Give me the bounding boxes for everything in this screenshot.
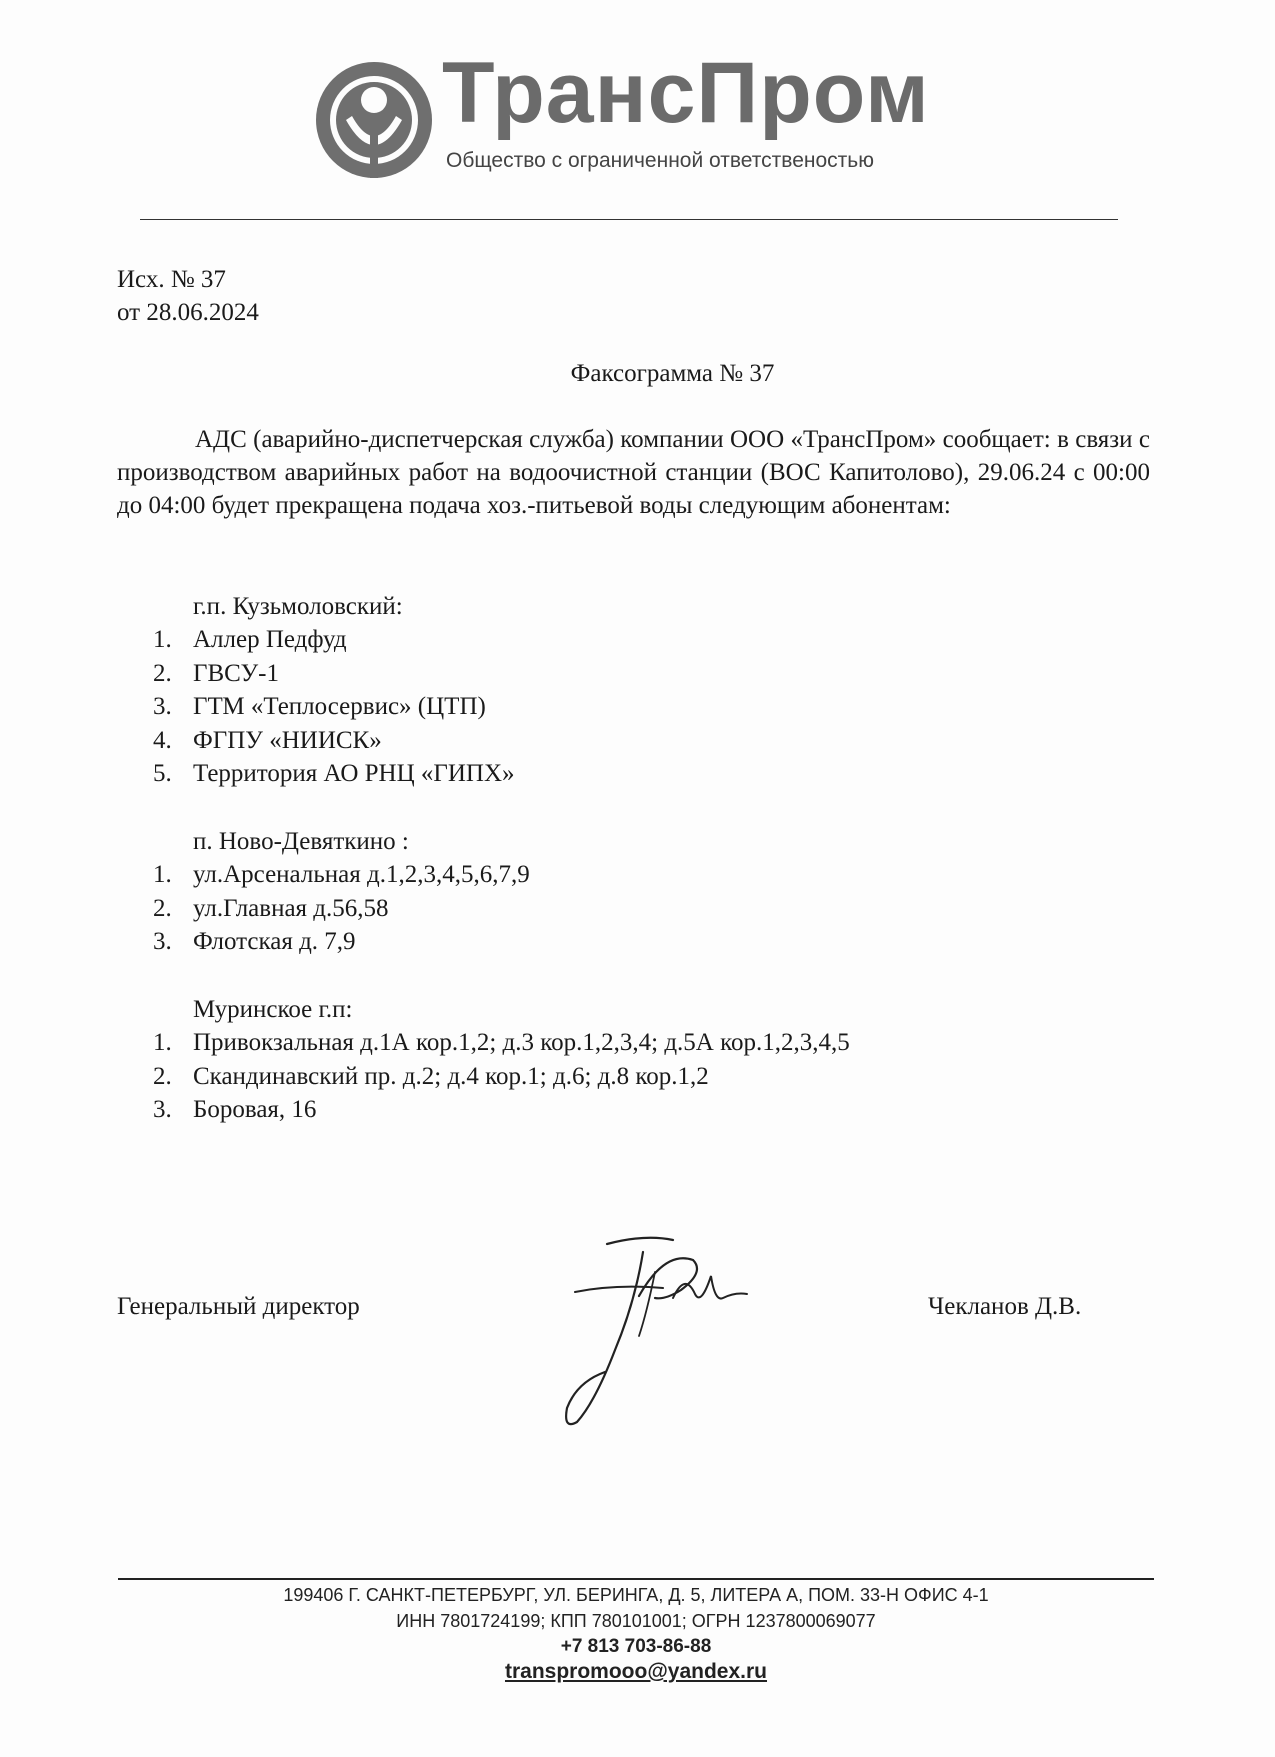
company-brand-name: ТрансПром	[442, 45, 930, 141]
footer-company-ids: ИНН 7801724199; КПП 780101001; ОГРН 1237800069077	[396, 1611, 876, 1631]
list-item: 1. Аллер Педфуд	[153, 626, 347, 653]
signatory-role: Генеральный директор	[117, 1293, 360, 1320]
subscriber-list	[117, 1026, 850, 1127]
header-divider	[140, 219, 1118, 220]
list-item: 3. ГТМ «Теплосервис» (ЦТП)	[153, 693, 486, 720]
list-item: 3. Боровая, 16	[153, 1096, 317, 1123]
list-item: 1. ул.Арсенальная д.1,2,3,4,5,6,7,9	[153, 861, 530, 888]
subscriber-group-kuzmolovsky	[117, 590, 515, 791]
subscriber-list	[117, 858, 530, 959]
body-paragraph: АДС (аварийно-диспетчерская служба) компании ООО «ТрансПром» сообщает: в связи с производством аварийных работ на водоочистной станции (ВОС Капитолово), 29.06.24 с 00:00 до 04:00 будет прекращена подача хоз.-питьевой воды следующим абонентам:	[117, 426, 1150, 519]
company-logo-icon	[312, 58, 436, 182]
list-item: 2. ул.Главная д.56,58	[153, 894, 389, 922]
signatory-name: Чекланов Д.В.	[928, 1293, 1082, 1320]
document-title: Факсограмма № 37	[570, 360, 775, 387]
footer-address: 199406 Г. САНКТ-ПЕТЕРБУРГ, УЛ. БЕРИНГА, Д. 5, ЛИТЕРА А, ПОМ. 33-Н ОФИС 4-1	[283, 1585, 989, 1605]
list-item: 2. Скандинавский пр. д.2; д.4 кор.1; д.6; д.8 кор.1,2	[153, 1062, 709, 1090]
body-paragraph-block	[117, 423, 1150, 522]
list-item: 2. ГВСУ-1	[153, 659, 279, 687]
group-title: п. Ново-Девяткино :	[193, 828, 409, 855]
handwritten-signature	[555, 1232, 765, 1432]
outgoing-number: Исх. № 37	[117, 266, 226, 293]
list-item: 4. ФГПУ «НИИСК»	[153, 726, 382, 754]
subscriber-list	[117, 623, 515, 791]
footer-phone: +7 813 703-86-88	[560, 1636, 712, 1657]
group-title: г.п. Кузьмоловский:	[193, 593, 403, 620]
company-tagline: Общество с ограниченной ответственостью	[446, 149, 874, 172]
letter-date: от 28.06.2024	[117, 299, 259, 326]
list-item: 3. Флотская д. 7,9	[153, 928, 356, 955]
list-item: 1. Привокзальная д.1А кор.1,2; д.3 кор.1,2,3,4; д.5А кор.1,2,3,4,5	[153, 1029, 850, 1056]
footer-divider	[118, 1578, 1154, 1580]
footer-email-link[interactable]: transpromooo@yandex.ru	[504, 1660, 768, 1683]
subscriber-group-murino	[117, 993, 850, 1127]
group-title: Муринское г.п:	[193, 996, 353, 1023]
list-item: 5. Территория АО РНЦ «ГИПХ»	[153, 760, 515, 787]
subscriber-group-novo-devyatkino	[117, 825, 530, 959]
